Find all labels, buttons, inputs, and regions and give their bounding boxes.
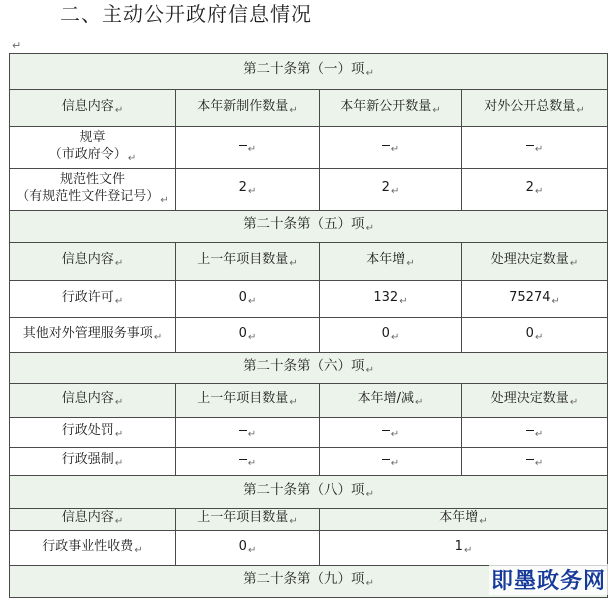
dash-mark — [239, 459, 247, 460]
value-cell: ↵ — [176, 448, 320, 476]
section-title: 第二十条第（五）项$_↵$ — [10, 211, 608, 243]
section-title: 第二十条第（九）项$_↵$ — [10, 566, 608, 598]
header-row — [10, 90, 608, 127]
section-title: 第二十条第（八）项$_↵$ — [10, 476, 608, 509]
header-row — [10, 243, 608, 281]
section-heading: 二、主动公开政府信息情况 — [60, 2, 312, 26]
header-cell: 上一年项目数量$_↵$ — [176, 243, 320, 281]
header-row — [10, 509, 608, 531]
value-cell: $0_↵$ — [462, 318, 608, 353]
header-cell: 本年增$_↵$ — [320, 243, 462, 281]
header-cell: 本年增/减$_↵$ — [320, 384, 462, 418]
table-row — [10, 127, 608, 169]
header-cell: 信息内容$_↵$ — [10, 243, 176, 281]
value-cell: $2_↵$ — [462, 169, 608, 211]
dash-mark — [382, 145, 390, 146]
table-row — [10, 281, 608, 318]
section-title-row — [10, 353, 608, 384]
table-row — [10, 531, 608, 566]
value-cell: $0_↵$ — [176, 318, 320, 353]
section-title-row — [10, 476, 608, 509]
header-cell: 信息内容$_↵$ — [10, 509, 176, 531]
header-cell: 处理决定数量$_↵$ — [462, 243, 608, 281]
table-row — [10, 418, 608, 448]
value-cell: $0_↵$ — [176, 531, 320, 566]
dash-mark — [382, 459, 390, 460]
value-cell: ↵ — [462, 127, 608, 169]
table-row — [10, 169, 608, 211]
header-cell: 上一年项目数量$_↵$ — [176, 509, 320, 531]
row-label: 规范性文件 （有规范性文件登记号）$_↵$ — [10, 169, 176, 211]
dash-mark — [526, 430, 534, 431]
section-title-row — [10, 54, 608, 90]
section-title: 第二十条第（一）项$_↵$ — [10, 54, 608, 90]
value-cell: ↵ — [176, 127, 320, 169]
section-title-row — [10, 211, 608, 243]
value-cell: $75274_↵$ — [462, 281, 608, 318]
value-cell: $2_↵$ — [176, 169, 320, 211]
row-label: 行政强制$_↵$ — [10, 448, 176, 476]
row-label: 行政事业性收费$_↵$ — [10, 531, 176, 566]
value-cell: ↵ — [462, 448, 608, 476]
table-row — [10, 448, 608, 476]
value-cell: $132_↵$ — [320, 281, 462, 318]
table-row — [10, 318, 608, 353]
row-label: 行政许可$_↵$ — [10, 281, 176, 318]
header-cell: 上一年项目数量$_↵$ — [176, 384, 320, 418]
watermark-logo: 即墨政务网 — [489, 564, 608, 595]
row-label: 规章 （市政府令）$_↵$ — [10, 127, 176, 169]
header-cell: 信息内容$_↵$ — [10, 90, 176, 127]
dash-mark — [239, 145, 247, 146]
value-cell: ↵ — [320, 448, 462, 476]
header-cell: 本年新公开数量$_↵$ — [320, 90, 462, 127]
dash-mark — [239, 430, 247, 431]
value-cell: ↵ — [320, 127, 462, 169]
dash-mark — [526, 145, 534, 146]
header-cell: 信息内容$_↵$ — [10, 384, 176, 418]
value-cell: $0_↵$ — [176, 281, 320, 318]
row-label: 行政处罚$_↵$ — [10, 418, 176, 448]
dash-mark — [526, 459, 534, 460]
row-label: 其他对外管理服务事项$_↵$ — [10, 318, 176, 353]
value-cell: ↵ — [176, 418, 320, 448]
paragraph-mark-icon: ↵ — [12, 39, 22, 52]
value-cell: ↵ — [320, 418, 462, 448]
header-cell: 对外公开总数量$_↵$ — [462, 90, 608, 127]
value-cell: $1_↵$ — [320, 531, 608, 566]
header-cell: 本年增$_↵$ — [320, 509, 608, 531]
value-cell: ↵ — [462, 418, 608, 448]
header-row — [10, 384, 608, 418]
header-cell: 处理决定数量$_↵$ — [462, 384, 608, 418]
header-cell: 本年新制作数量$_↵$ — [176, 90, 320, 127]
value-cell: $2_↵$ — [320, 169, 462, 211]
dash-mark — [382, 430, 390, 431]
disclosure-table — [9, 53, 608, 598]
section-title: 第二十条第（六）项$_↵$ — [10, 353, 608, 384]
value-cell: $0_↵$ — [320, 318, 462, 353]
